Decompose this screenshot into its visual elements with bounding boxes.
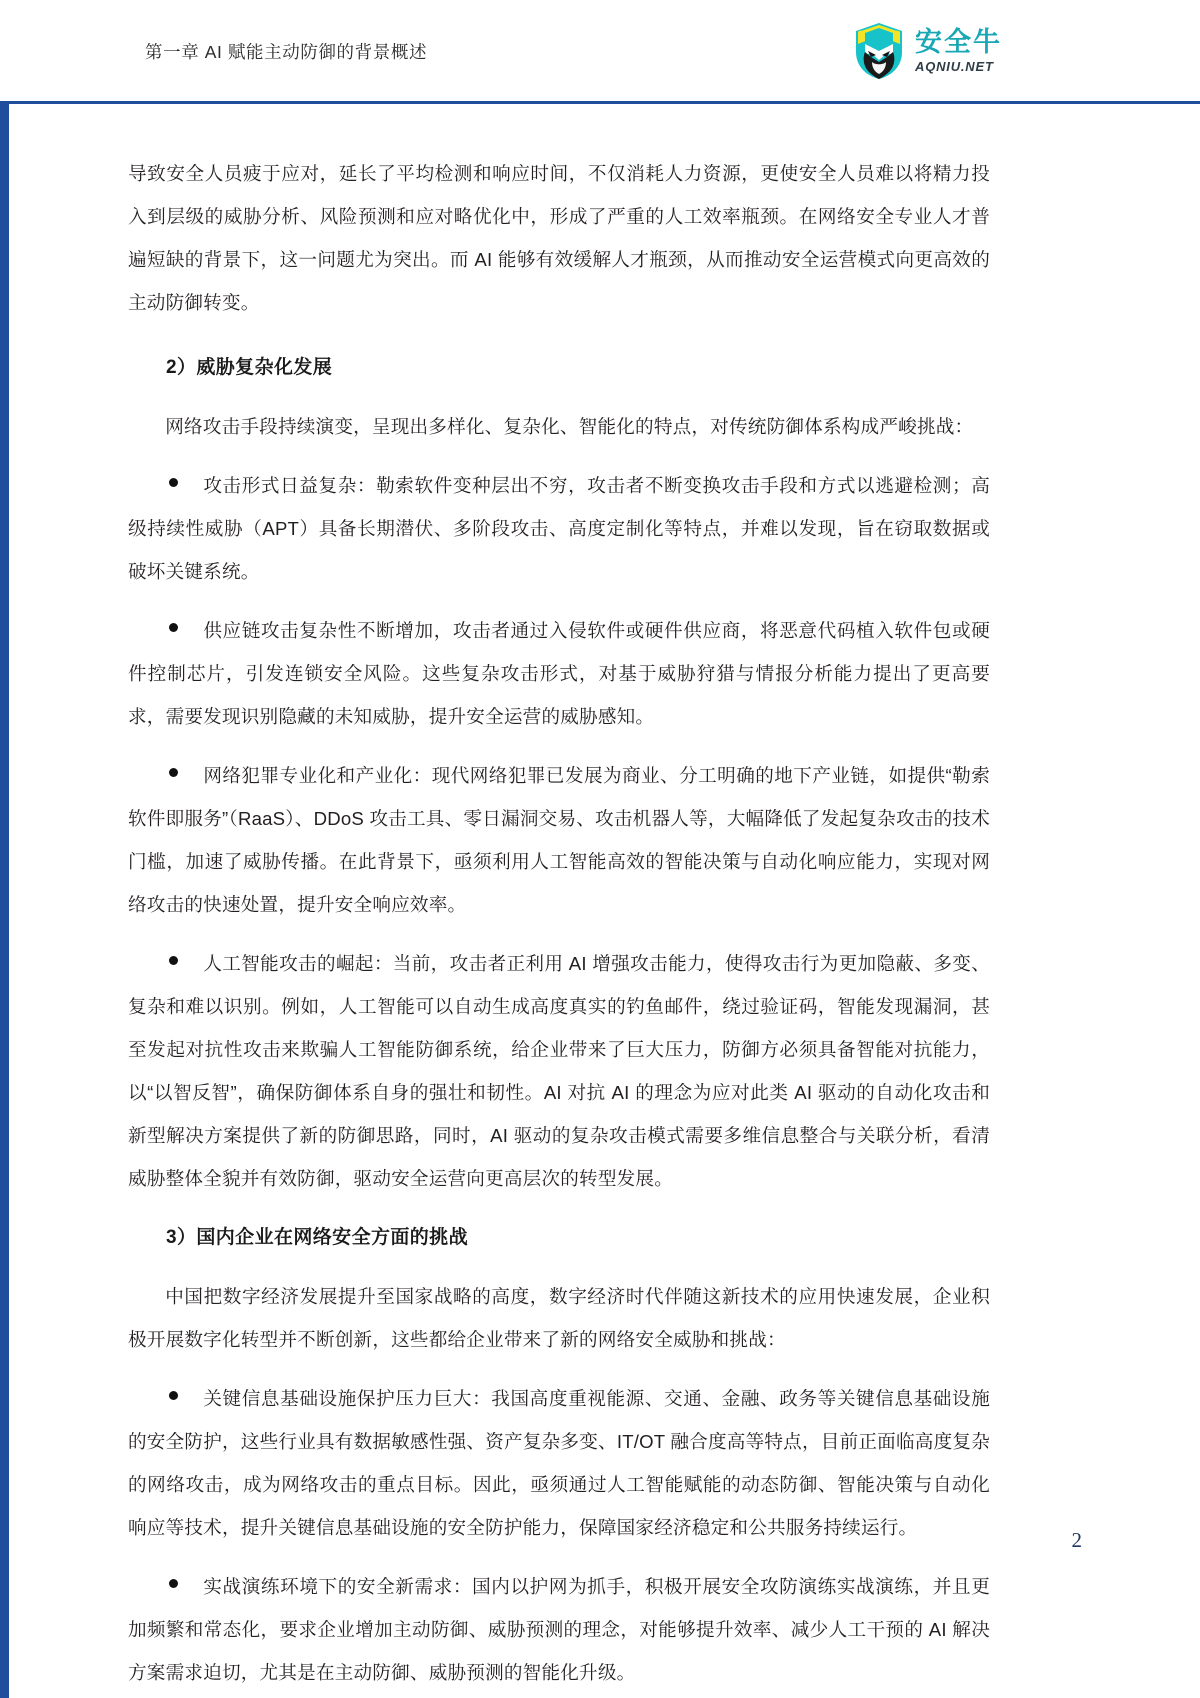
section-2-lead: 网络攻击手段持续演变，呈现出多样化、复杂化、智能化的特点，对传统防御体系构成严峻挑战： <box>165 416 974 437</box>
chapter-title: 第一章 AI 赋能主动防御的背景概述 <box>145 41 428 62</box>
section-3-lead: 中国把数字经济发展提升至国家战略的高度，数字经济时代伴随这新技术的应用快速发展，企业积极开展数字化转型并不断创新，这些都给企业带来了新的网络安全威胁和挑战： <box>128 1286 990 1350</box>
list-item-text: 人工智能攻击的崛起：当前，攻击者正利用 AI 增强攻击能力，使得攻击行为更加隐蔽、多变、复杂和难以识别。例如，人工智能可以自动生成高度真实的钓鱼邮件，绕过验证码，智能发现漏洞，甚至发起对抗性攻击来欺骗人工智能防御系统，给企业带来了巨大压力，防御方必须具备智能对抗能力，以“以智反智”，确保防御体系自身的强壮和韧性。AI 对抗 AI 的理念为应对此类 AI 驱动的自动化攻击和新型解决方案提供了新的防御思路，同时，AI 驱动的复杂攻击模式需要多维信息整合与关联分析，看清威胁整体全貌并有效防御，驱动安全运营向更高层次的转型发展。 <box>128 953 990 1189</box>
bullet-dot-icon <box>169 956 178 965</box>
page-header <box>0 0 1200 102</box>
bullet-dot-icon <box>169 768 178 777</box>
page-number: 2 <box>1071 1528 1082 1552</box>
list-item-text: 关键信息基础设施保护压力巨大：我国高度重视能源、交通、金融、政务等关键信息基础设施的安全防护，这些行业具有数据敏感性强、资产复杂多变、IT/OT 融合度高等特点，目前正面临高度复杂的网络攻击，成为网络攻击的重点目标。因此，亟须通过人工智能赋能的动态防御、智能决策与自动化响应等技术，提升关键信息基础设施的安全防护能力，保障国家经济稳定和公共服务持续运行。 <box>128 1388 990 1538</box>
bullet-dot-icon <box>169 623 178 632</box>
list-item <box>128 609 990 738</box>
section-heading-2: 2）威胁复杂化发展 <box>166 357 333 378</box>
list-item <box>128 1377 990 1549</box>
left-accent-bar <box>0 102 9 1698</box>
list-item <box>128 464 990 593</box>
list-item-text: 网络犯罪专业化和产业化：现代网络犯罪已发展为商业、分工明确的地下产业链，如提供“勒索软件即服务”（RaaS）、DDoS 攻击工具、零日漏洞交易、攻击机器人等，大幅降低了发起复杂攻击的技术门槛，加速了威胁传播。在此背景下，亟须利用人工智能高效的智能决策与自动化响应能力，实现对网络攻击的快速处置，提升安全响应效率。 <box>128 765 990 915</box>
list-item-text: 供应链攻击复杂性不断增加，攻击者通过入侵软件或硬件供应商，将恶意代码植入软件包或硬件控制芯片，引发连锁安全风险。这些复杂攻击形式，对基于威胁狩猎与情报分析能力提出了更高要求，需要发现识别隐藏的未知威胁，提升安全运营的威胁感知。 <box>128 620 990 727</box>
bullet-dot-icon <box>169 1391 178 1400</box>
brand-name-en: AQNIU.NET <box>915 59 994 74</box>
list-item-text: 攻击形式日益复杂：勒索软件变种层出不穷，攻击者不断变换攻击手段和方式以逃避检测；高级持续性威胁（APT）具备长期潜伏、多阶段攻击、高度定制化等特点，并难以发现，旨在窃取数据或破坏关键系统。 <box>128 475 990 582</box>
page-content <box>128 152 990 1694</box>
header-divider <box>0 101 1200 104</box>
intro-paragraph: 导致安全人员疲于应对，延长了平均检测和响应时间，不仅消耗人力资源，更使安全人员难以将精力投入到层级的威胁分析、风险预测和应对略优化中，形成了严重的人工效率瓶颈。在网络安全专业人才普遍短缺的背景下，这一问题尤为突出。而 AI 能够有效缓解人才瓶颈，从而推动安全运营模式向更高效的主动防御转变。 <box>128 163 990 313</box>
bullet-dot-icon <box>169 1579 178 1588</box>
brand-name-cn: 安全牛 <box>915 27 1002 57</box>
list-item <box>128 1565 990 1694</box>
list-item <box>128 942 990 1200</box>
brand-logo <box>852 22 1002 80</box>
list-item <box>128 754 990 926</box>
bull-mascot-shield-icon <box>852 22 906 80</box>
bullet-dot-icon <box>169 478 178 487</box>
section-heading-3: 3）国内企业在网络安全方面的挑战 <box>166 1227 468 1248</box>
list-item-text: 实战演练环境下的安全新需求：国内以护网为抓手，积极开展安全攻防演练实战演练，并且更加频繁和常态化，要求企业增加主动防御、威胁预测的理念，对能够提升效率、减少人工干预的 AI 解决方案需求迫切，尤其是在主动防御、威胁预测的智能化升级。 <box>128 1576 990 1683</box>
